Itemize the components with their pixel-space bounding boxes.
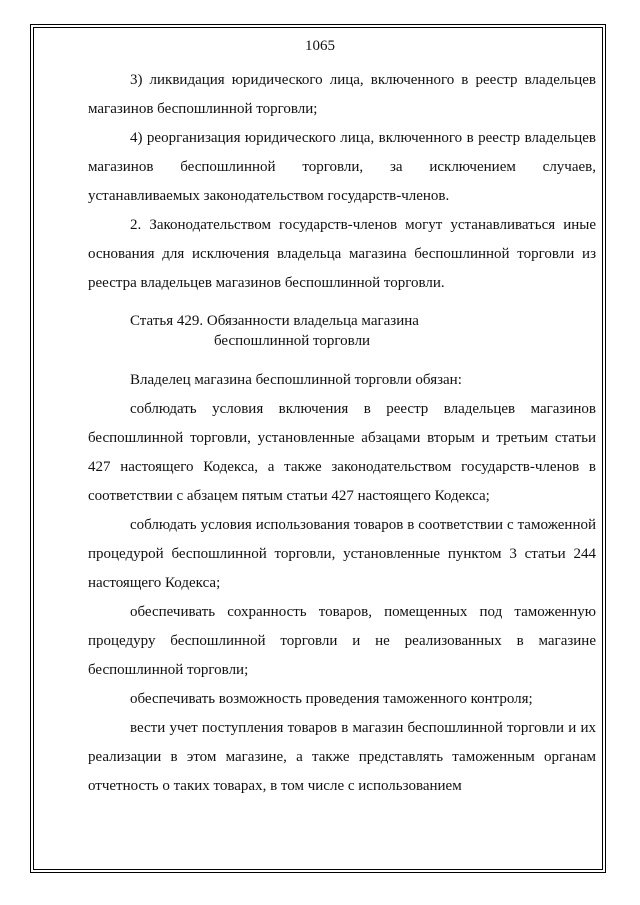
article-heading-line2: беспошлинной торговли bbox=[214, 333, 371, 349]
paragraph-other-grounds: 2. Законодательством государств-членов могут устанавливаться иные основания для исключения владельца магазина беспошлинной торговли из реестра владельцев магазинов беспошлинной торговли. bbox=[88, 217, 596, 291]
paragraph-intro: Владелец магазина беспошлинной торговли обязан: bbox=[130, 372, 462, 388]
paragraph-obligation-registry: соблюдать условия включения в реестр владельцев магазинов беспошлинной торговли, установленные абзацами вторым и третьим статьи 427 настоящего Кодекса, а также законодательством государств-членов в соответствии с абзацем пятым статьи 427 настоящего Кодекса; bbox=[88, 401, 596, 504]
article-heading-line1: Статья 429. Обязанности владельца магазина bbox=[130, 313, 419, 329]
paragraph-liquidation: 3) ликвидация юридического лица, включенного в реестр владельцев магазинов беспошлинной торговли; bbox=[88, 72, 596, 117]
paragraph-obligation-control: обеспечивать возможность проведения таможенного контроля; bbox=[130, 691, 533, 707]
section-exclusion-grounds bbox=[88, 66, 596, 298]
article-heading bbox=[130, 311, 590, 351]
paragraph-obligation-usage: соблюдать условия использования товаров в соответствии с таможенной процедурой беспошлинной торговли, установленные пунктом 3 статьи 244 настоящего Кодекса; bbox=[88, 517, 596, 591]
section-owner-obligations bbox=[88, 366, 596, 801]
paragraph-reorganization: 4) реорганизация юридического лица, включенного в реестр владельцев магазинов беспошлинной торговли, за исключением случаев, устанавливаемых законодательством государств-членов. bbox=[88, 130, 596, 204]
page-number: 1065 bbox=[305, 38, 335, 54]
paragraph-obligation-accounting: вести учет поступления товаров в магазин беспошлинной торговли и их реализации в этом магазине, а также представлять таможенным органам отчетность о таких товарах, в том числе с использованием bbox=[88, 720, 596, 794]
paragraph-obligation-safekeeping: обеспечивать сохранность товаров, помещенных под таможенную процедуру беспошлинной торговли и не реализованных в магазине беспошлинной торговли; bbox=[88, 604, 596, 678]
